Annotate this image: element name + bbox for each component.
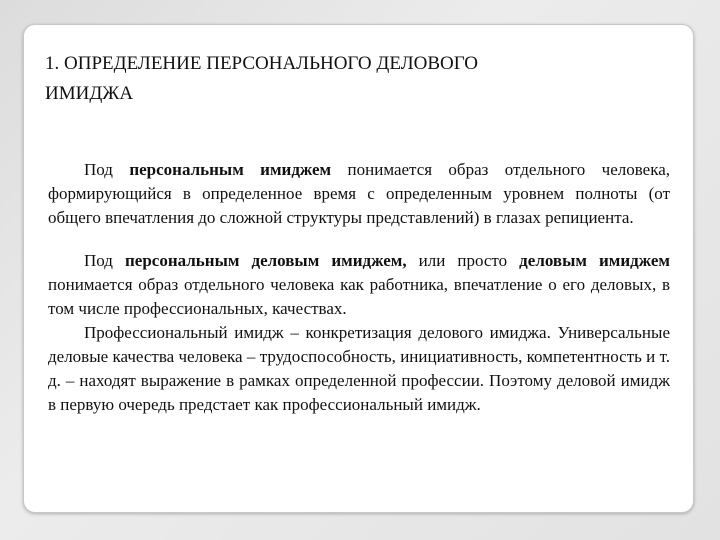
title-line-2: ИМИДЖА [45,83,134,104]
p2-text-3: понимается образ отдельного человека как работника, впечатление о его деловых, в том числе профессиональных, качествах. [48,275,670,318]
p1-text-2: понимается образ отдельного человека, формирующийся в определенное время с определенным уровнем полноты (от общего впечатления до сложной структуры представлений) в глазах репициента. [48,160,670,227]
p1-term: персональным имиджем [129,160,332,179]
p1-text-1: Под [84,160,130,179]
title-line-1: 1. ОПРЕДЕЛЕНИЕ ПЕРСОНАЛЬНОГО ДЕЛОВОГО [45,53,478,74]
p2-term-2: деловым имиджем [519,251,671,270]
slide-title [45,49,675,109]
paragraph-professional-image: Профессиональный имидж – конкретизация делового имиджа. Универсальные деловые качества человека – трудоспособность, инициативность, компетентность и т. д. – находят выражение в рамках определенной профессии. Поэтому деловой имидж в первую очередь предстает как профессиональный имидж. [48,323,670,414]
slide-body [48,158,670,417]
paragraph-personal-image [48,158,670,230]
slide-card [23,24,694,513]
p2-text-1: Под [84,251,125,270]
p2-text-2: или просто [406,251,520,270]
paragraph-business-image [48,249,670,321]
p2-term-1: персональным деловым имиджем, [124,251,407,270]
